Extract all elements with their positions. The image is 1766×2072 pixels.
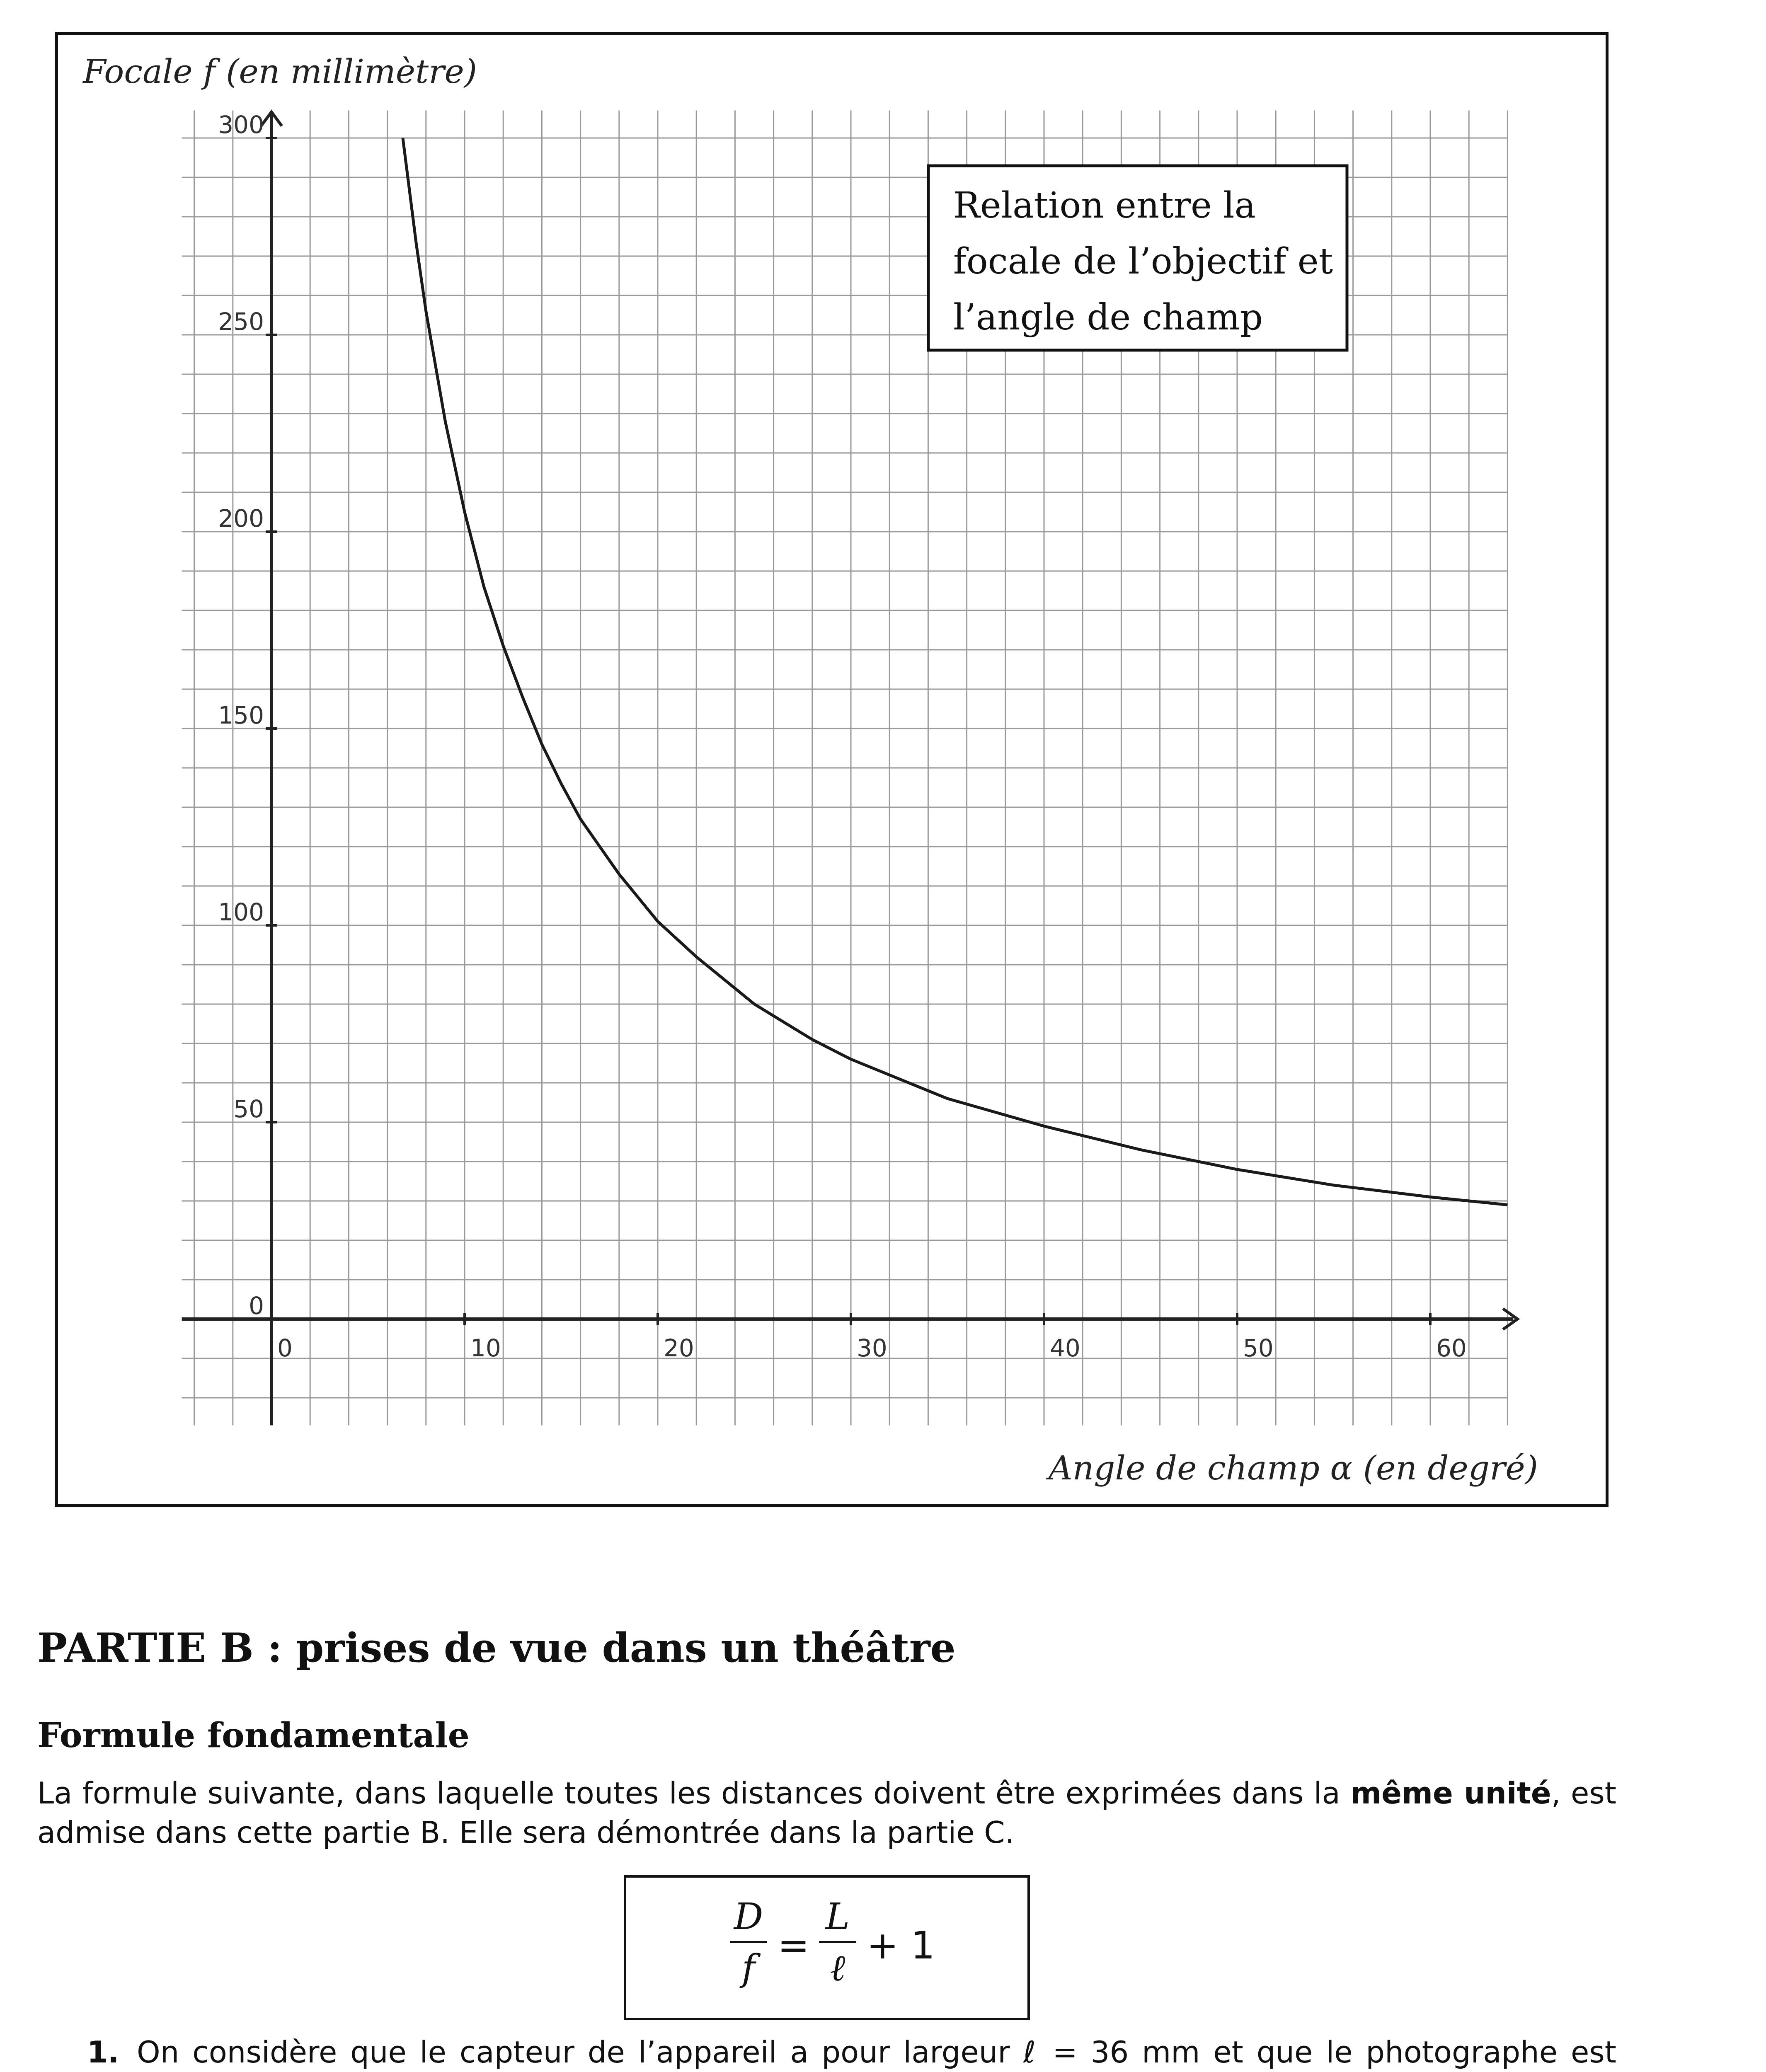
y-axis-label: Focale f (en millimètre) [83,52,477,91]
y-tick-label-200: 200 [218,504,264,533]
chart-legend-box [928,166,1347,350]
x-tick-label-60: 60 [1436,1334,1467,1362]
plus-one: + 1 [867,1923,935,1968]
legend-line-2: focale de l’objectif et [953,241,1333,282]
intro-paragraph: La formule suivante, dans laquelle toutes les distances doivent être exprimées dans la même unité, est admise dans cette partie B. Elle sera démontrée dans la partie C. [37,1776,1617,1850]
y-tick-label-0: 0 [249,1292,264,1320]
question-1-number: 1. [87,2035,119,2070]
y-tick-label-250: 250 [218,307,264,336]
x-tick-label-50: 50 [1243,1334,1274,1362]
y-tick-label-100: 100 [218,898,264,926]
question-1-text: On considère que le capteur de l’appareil a pour largeur ℓ = 36 mm et que le photographe est [137,2035,1616,2070]
fraction-d-over-f: D f [730,1895,767,1989]
section-subtitle: Formule fondamentale [37,1716,470,1755]
y-tick-label-50: 50 [233,1095,264,1123]
equals-sign: = [778,1923,810,1968]
x-tick-label-40: 40 [1050,1334,1080,1362]
legend-line-3: l’angle de champ [953,297,1263,338]
x-tick-label-10: 10 [470,1334,501,1362]
formula-box [624,1875,1030,2020]
x-tick-label-0: 0 [277,1334,293,1362]
fraction-l-over-ell: L ℓ [819,1895,856,1990]
y-tick-label-150: 150 [218,701,264,729]
x-tick-label-30: 30 [857,1334,887,1362]
y-tick-label-300: 300 [218,111,264,139]
part-title: PARTIE B : prises de vue dans un théâtre [37,1624,956,1671]
legend-line-1: Relation entre la [953,185,1256,226]
x-tick-label-20: 20 [664,1334,694,1362]
x-axis-label: Angle de champ α (en degré) [1049,1449,1538,1487]
emphasis-same-unit: même unité [1350,1776,1551,1811]
